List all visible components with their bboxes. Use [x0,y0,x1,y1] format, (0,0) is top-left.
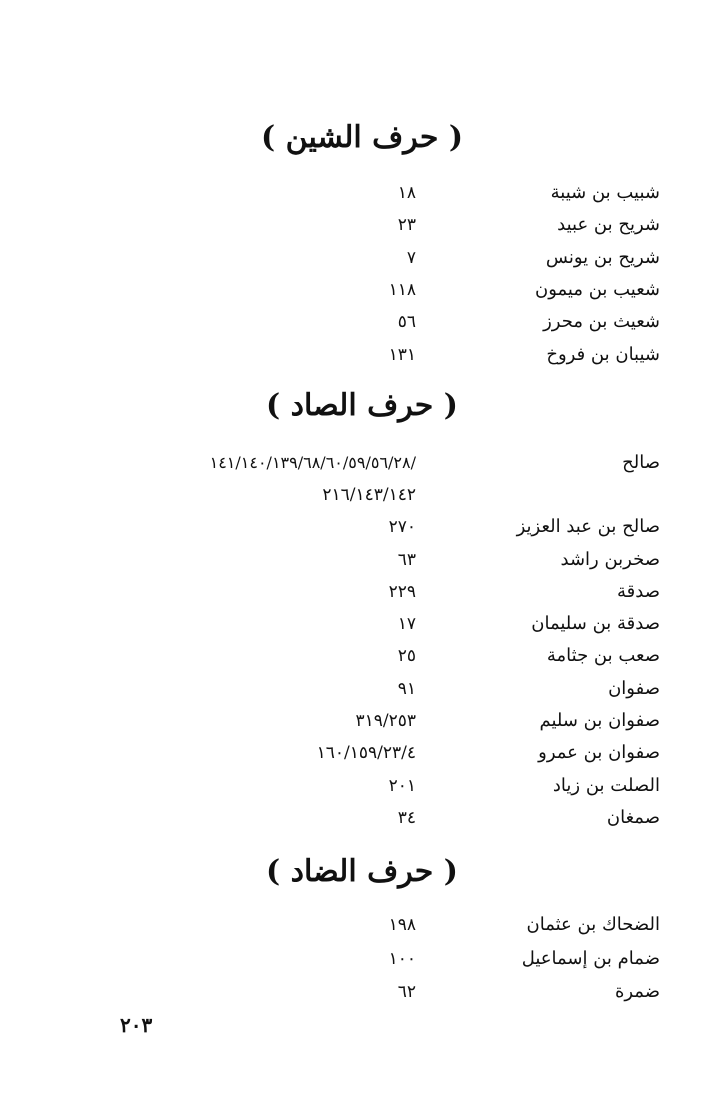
entry-page-refs: ٣٤ [397,808,416,828]
section-heading-saad: ( حرف الصاد ) [266,388,458,423]
entry-name: شبيب بن شيبة [550,182,660,203]
index-entry [0,641,724,671]
entry-name: شعيث بن محرز [543,311,660,332]
entry-name: صالح [622,452,660,473]
entry-name: ضمرة [614,981,660,1002]
entry-name: صعب بن جثامة [546,645,660,666]
index-entry [0,674,724,704]
entry-page-refs: ٢٢٩ [388,582,416,602]
entry-name: صمغان [606,807,660,828]
entry-name: شريح بن عبيد [557,214,660,235]
entry-page-refs: ٦٢ [397,982,416,1002]
index-entry [0,545,724,575]
entry-page-refs: ٦٣ [397,550,416,570]
entry-page-refs: ١٠٠ [388,949,416,969]
entry-page-refs: ٣١٩/٢٥٣ [355,711,416,731]
entry-name: صفوان بن عمرو [538,742,660,763]
index-entry [0,944,724,974]
entry-page-refs: ٧ [406,248,416,268]
entry-name: صدقة بن سليمان [531,613,660,634]
entry-page-refs: ١٨ [397,183,416,203]
index-entry [0,803,724,833]
index-entry-continuation [0,480,724,510]
entry-name: شريح بن يونس [545,247,660,268]
entry-page-refs: ٢٠١ [388,776,416,796]
entry-page-refs: ١٦٠/١٥٩/٢٣/٤ [316,743,416,763]
page-number: ٢٠٣ [120,1013,153,1037]
index-entry [0,275,724,305]
index-entry [0,910,724,940]
entry-name: صفوان بن سليم [539,710,660,731]
entry-page-refs: /١٤١/١٤٠/١٣٩/٦٨/٦٠/٥٩/٥٦/٢٨ [209,453,416,472]
entry-page-refs: ١٣١ [388,345,416,365]
section-heading-daad: ( حرف الضاد ) [266,854,458,889]
index-entry [0,307,724,337]
index-entry [0,977,724,1007]
entry-name: الضحاك بن عثمان [526,914,660,935]
entry-name: ضمام بن إسماعيل [521,948,660,969]
entry-name: شيبان بن فروخ [546,344,660,365]
index-entry [0,210,724,240]
entry-name: شعيب بن ميمون [534,279,660,300]
entry-page-refs: ١٩٨ [388,915,416,935]
index-entry [0,738,724,768]
index-entry [0,243,724,273]
index-entry [0,771,724,801]
entry-page-refs: ٢٥ [397,646,416,666]
entry-name: صفوان [608,678,660,699]
index-entry [0,340,724,370]
entry-page-refs-continued: ٢١٦/١٤٣/١٤٢ [322,485,416,505]
section-heading-sheen: ( حرف الشين ) [260,120,464,155]
entry-name: الصلت بن زياد [552,775,660,796]
entry-page-refs: ١٧ [397,614,416,634]
index-entry [0,609,724,639]
entry-page-refs: ٢٧٠ [388,517,416,537]
entry-name: صالح بن عبد العزيز [516,516,660,537]
entry-name: صخربن راشد [560,549,660,570]
index-entry [0,706,724,736]
entry-page-refs: ٩١ [397,679,416,699]
entry-page-refs: ٥٦ [397,312,416,332]
index-entry [0,448,724,478]
entry-name: صدقة [617,581,660,602]
index-entry [0,178,724,208]
index-entry [0,512,724,542]
entry-page-refs: ٢٣ [397,215,416,235]
entry-page-refs: ١١٨ [388,280,416,300]
index-entry [0,577,724,607]
